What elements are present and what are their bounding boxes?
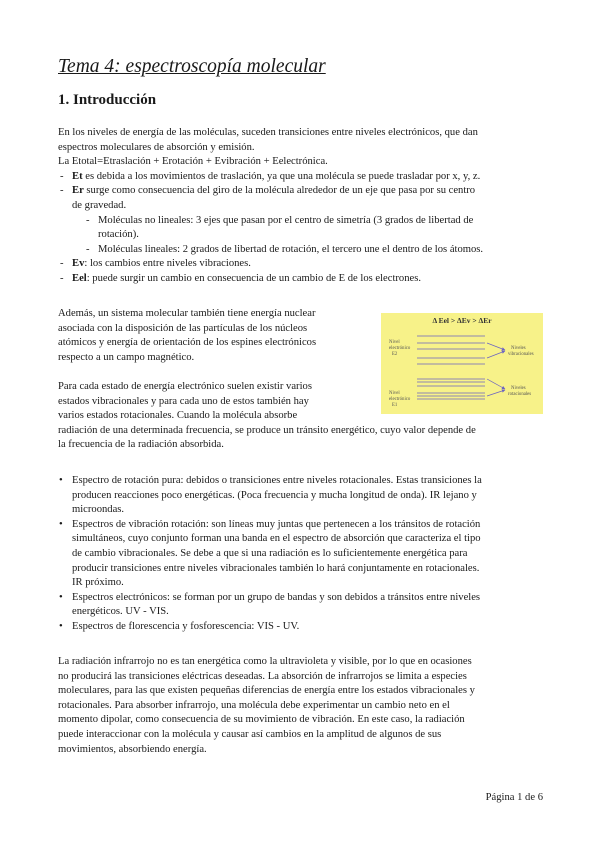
page-number: Página 1 de 6 bbox=[485, 792, 543, 803]
rotational-levels-label: Niveles rotacionales bbox=[508, 386, 532, 397]
term: Eel bbox=[72, 272, 87, 284]
item-text: de gravedad. bbox=[72, 199, 127, 211]
arrow bbox=[487, 390, 505, 396]
item-text: de cambio vibracionales. Se debe a que si una radiación es lo suficientemente energética para bbox=[72, 547, 468, 559]
pointer-arrows bbox=[487, 343, 505, 396]
text-line: Además, un sistema molecular también tiene energía nuclear bbox=[58, 308, 316, 319]
item-text: : puede surgir un cambio en consecuencia de un cambio de E de los electrones. bbox=[86, 272, 421, 284]
arrow bbox=[487, 351, 505, 358]
term: Ev bbox=[72, 258, 85, 270]
text-line: En los niveles de energía de las moléculas, suceden transiciones entre niveles electrónicos, que dan bbox=[58, 127, 478, 138]
text-line: Para cada estado de energía electrónico suelen existir varios bbox=[58, 380, 312, 392]
infrared-paragraph bbox=[58, 655, 542, 757]
section-heading: 1. Introducción bbox=[58, 92, 157, 108]
intro-section bbox=[58, 126, 542, 287]
item-text: : los cambios entre niveles vibraciones. bbox=[84, 258, 251, 270]
item-text: IR próximo. bbox=[72, 577, 124, 589]
text-line: moleculares, para las que existen pequeñas diferencias de energía entre los estados vibracionales y bbox=[58, 685, 475, 697]
energy-formula: La Etotal=Etraslación + Erotación + Evibración + Eelectrónica. bbox=[58, 156, 328, 168]
item-text: simultáneos, cuyo conjunto forman una banda en el espectro de absorción que caracteriza el tipo bbox=[72, 533, 481, 545]
text-line: movimientos, absorbiendo energía. bbox=[58, 743, 207, 755]
upper-level-lines bbox=[417, 336, 485, 364]
list-item bbox=[58, 184, 542, 213]
list-item bbox=[58, 518, 542, 591]
arrow bbox=[487, 379, 505, 389]
item-text: es debida a los movimientos de traslación, ya que una molécula se puede trasladar por x, y, z. bbox=[82, 170, 481, 182]
level-e1-label: Nivel electrónico E1 bbox=[389, 391, 411, 408]
item-text: producen reacciones poco energéticas. (Poca frecuencia y mucha longitud de onda). IR lejano y bbox=[72, 489, 477, 501]
item-text: Espectros electrónicos: se forman por un grupo de bandas y son debidos a tránsitos entre niveles bbox=[72, 591, 481, 603]
item-text: rotación). bbox=[98, 229, 139, 241]
spectra-list bbox=[58, 474, 542, 635]
lower-level-lines bbox=[417, 379, 485, 399]
level-e2-label: Nivel electrónico E2 bbox=[389, 340, 411, 357]
text-line: no producirá las transiciones eléctricas deseadas. La absorción de infrarrojos se limita a especies bbox=[58, 670, 467, 682]
list-item bbox=[58, 257, 542, 272]
text-line: estados vibracionales y para cada uno de estos también hay bbox=[58, 395, 309, 407]
list-item bbox=[58, 243, 542, 258]
text-line: momento dipolar, como consecuencia de su movimiento de vibración. En este caso, la radiación bbox=[58, 714, 465, 726]
text-line: rotacionales. Para absorber infrarrojo, una molécula debe experimentar un cambio neto en el bbox=[58, 699, 450, 711]
item-text: energéticos. UV - VIS. bbox=[72, 606, 169, 618]
text-line: radiación de una determinada frecuencia, se produce un tránsito energético, cuyo valor depende de bbox=[58, 424, 476, 436]
text-line: asociada con la disposición de las partículas de los núcleos bbox=[58, 322, 308, 334]
list-item bbox=[58, 272, 542, 287]
text-line: respecto a un campo magnético. bbox=[58, 351, 195, 363]
term: Et bbox=[72, 170, 83, 182]
term: Er bbox=[72, 185, 84, 197]
item-text: Moléculas lineales: 2 grados de libertad de rotación, el tercero une el dentro de los átomos. bbox=[98, 243, 484, 255]
energy-levels-figure bbox=[381, 313, 543, 414]
text-line: atómicos y energía de orientación de los espines electrónicos bbox=[58, 337, 317, 349]
text-line: La radiación infrarrojo no es tan energética como la ultravioleta y visible, por lo que en ocasiones bbox=[58, 656, 472, 667]
intro-paragraph bbox=[58, 126, 542, 155]
item-text: microondas. bbox=[72, 504, 125, 516]
item-text: Moléculas no lineales: 3 ejes que pasan por el centro de simetría (3 grados de libertad de bbox=[98, 214, 474, 226]
list-item bbox=[58, 474, 542, 518]
figure-header: Δ Eel > ΔEv > ΔEr bbox=[432, 316, 492, 325]
item-text: Espectros de vibración rotación: son líneas muy juntas que pertenecen a los tránsitos de rotación bbox=[72, 518, 481, 530]
text-line: varios estados rotacionales. Cuando la molécula absorbe bbox=[58, 410, 298, 422]
vibrational-levels-label: Niveles vibracionales bbox=[508, 346, 534, 357]
list-item bbox=[58, 620, 542, 635]
text-line: espectros moleculares de absorción y emisión. bbox=[58, 141, 255, 153]
arrow bbox=[487, 343, 505, 350]
item-text: Espectro de rotación pura: debidos o transiciones entre niveles rotacionales. Estas transiciones la bbox=[72, 475, 482, 486]
document-title: Tema 4: espectroscopía molecular bbox=[58, 56, 326, 77]
item-text: surge como consecuencia del giro de la molécula alrededor de un eje que pasa por su centro bbox=[83, 185, 476, 197]
list-item bbox=[58, 214, 542, 243]
list-item bbox=[58, 170, 542, 185]
text-line: puede interaccionar con la molécula y causar así cambios en la amplitud de algunos de sus bbox=[58, 728, 442, 740]
text-line: la frecuencia de la radiación absorbida. bbox=[58, 439, 224, 451]
energy-levels-diagram bbox=[381, 313, 543, 414]
item-text: producir transiciones entre niveles vibracionales también lo hará conjuntamente en rotacionales. bbox=[72, 562, 480, 574]
item-text: Espectros de florescencia y fosforescencia: VIS - UV. bbox=[72, 620, 300, 632]
list-item bbox=[58, 591, 542, 620]
